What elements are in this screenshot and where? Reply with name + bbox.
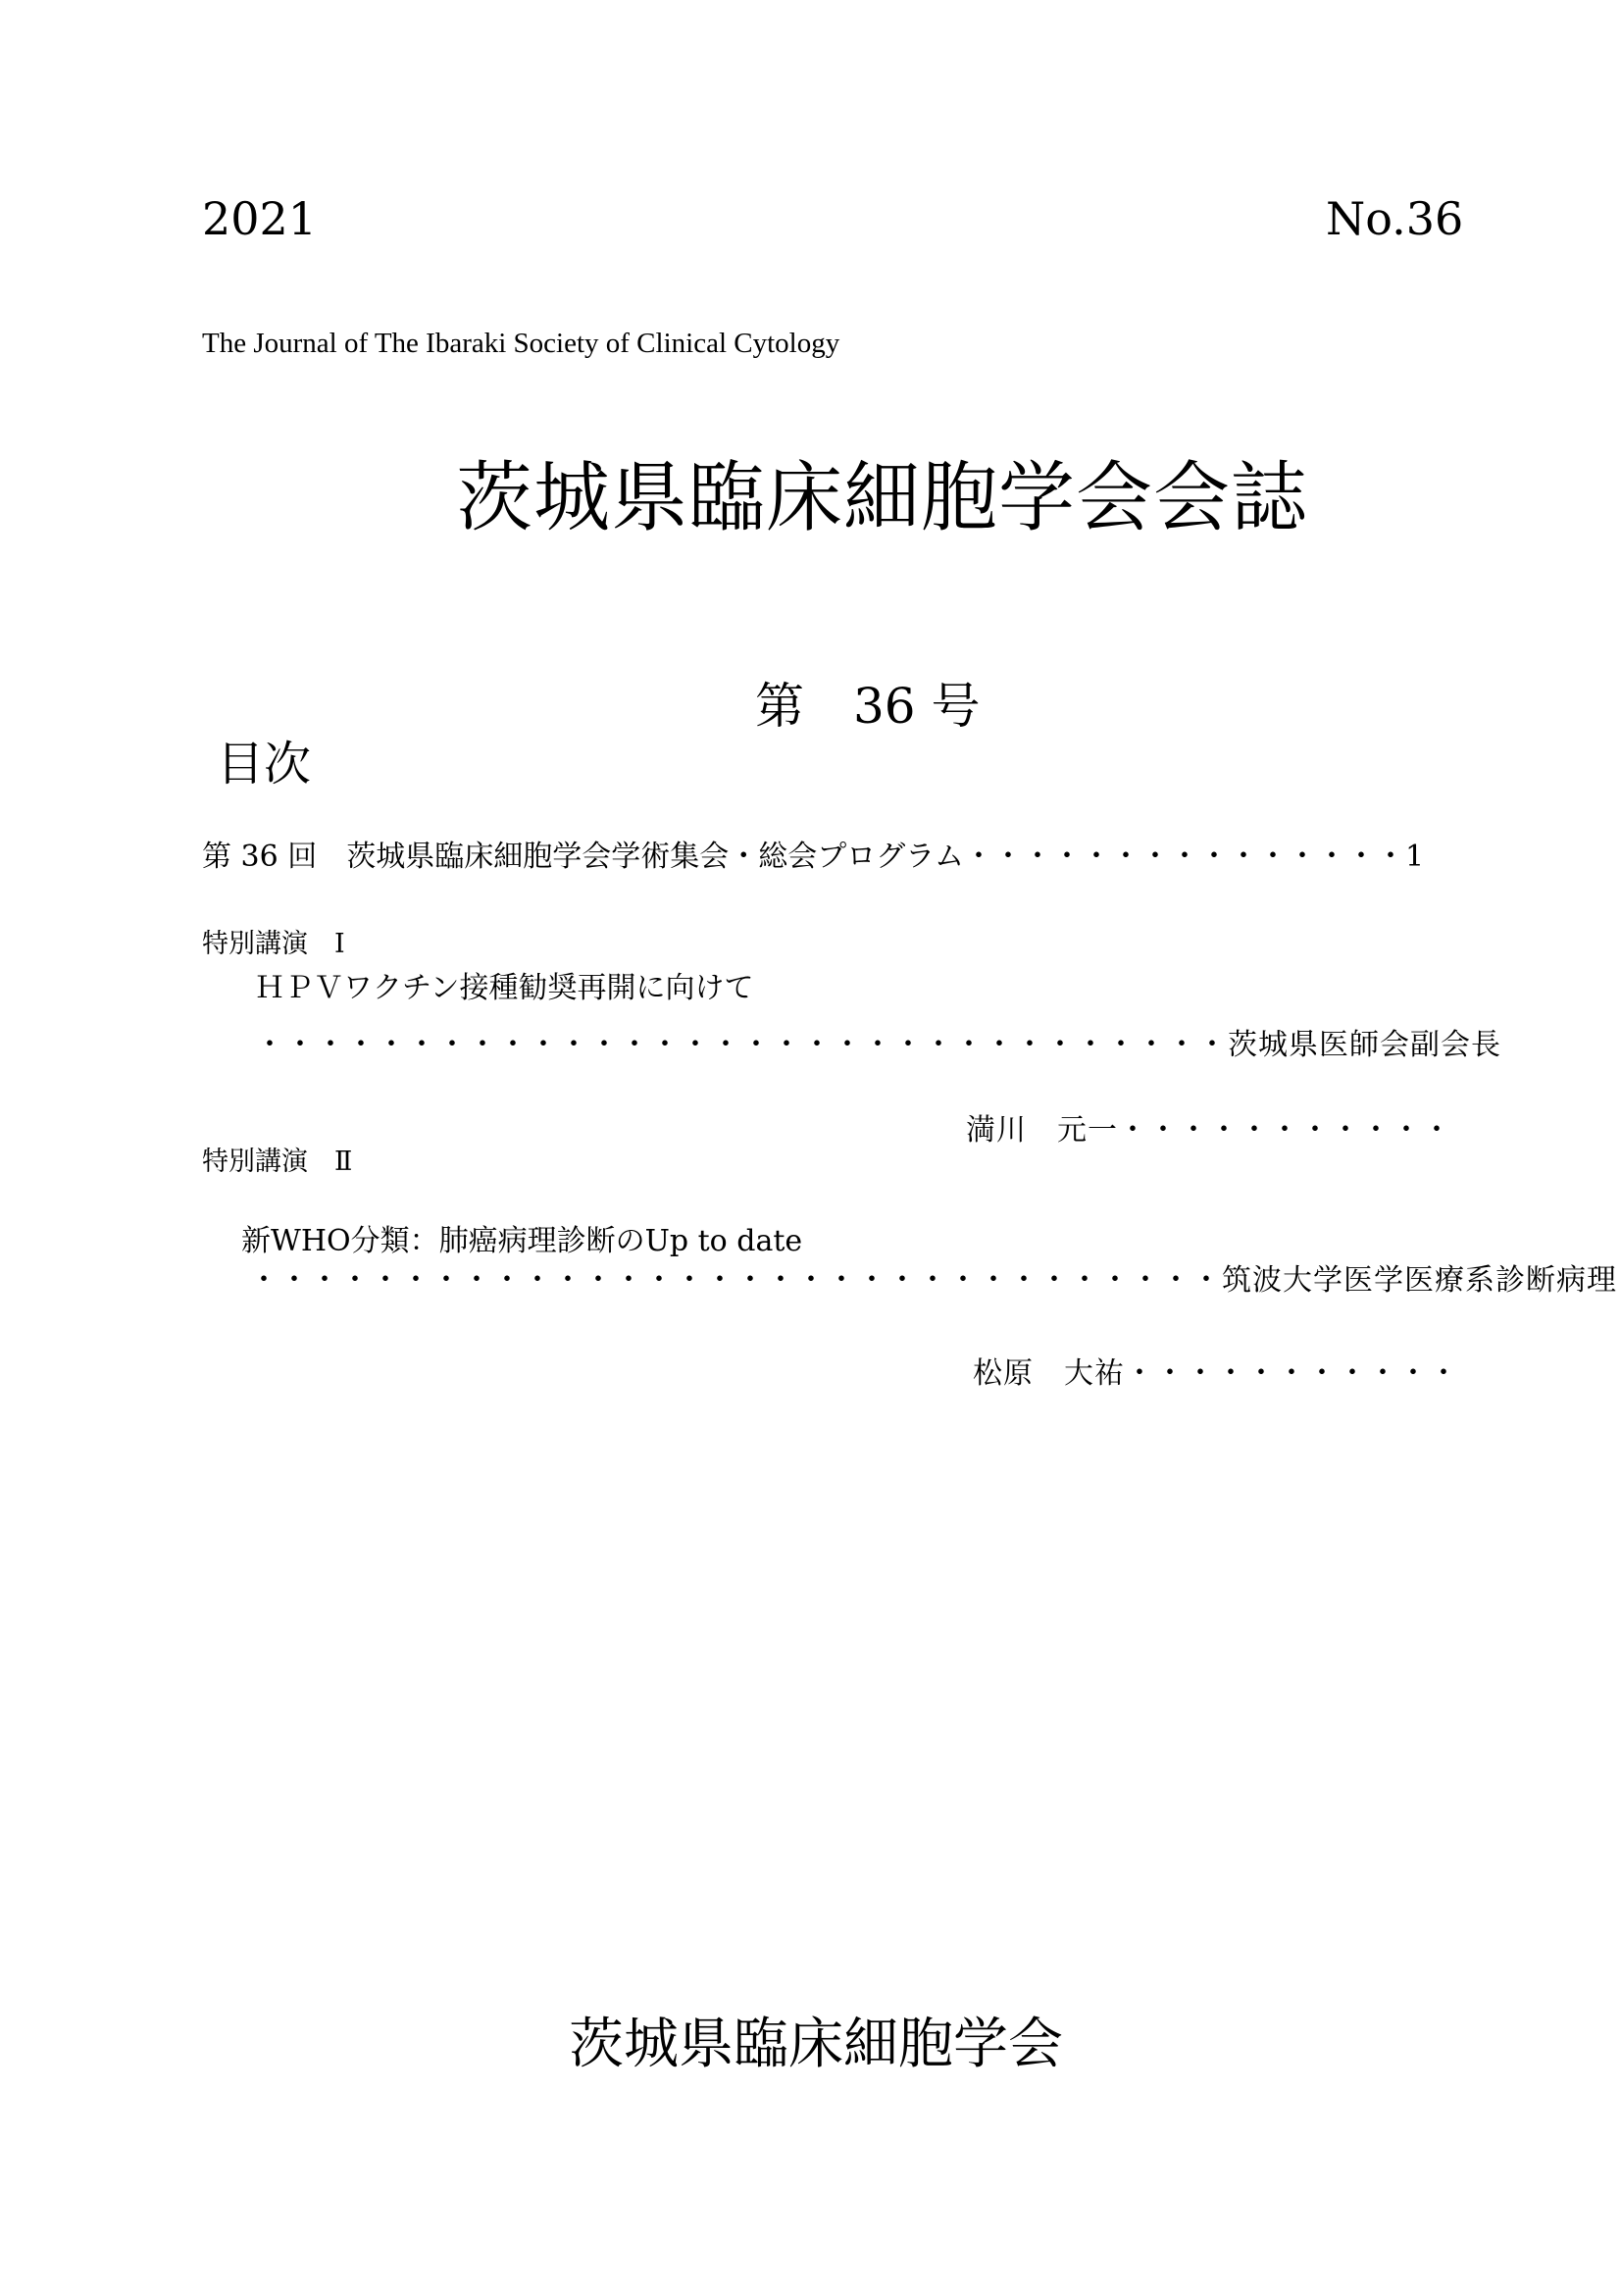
toc-lecture1-label: 特別講演 Ⅰ [202,929,345,959]
issue-number: No.36 [1326,192,1464,245]
journal-title-japanese: 茨城県臨床細胞学会会誌 [456,454,1309,542]
toc-lecture1-title: ＨＰＶワクチン接種勧奨再開に向けて [255,971,754,1005]
toc-lecture1-speaker: 満川 元一・・・・・・・・・・・ [966,1113,1452,1148]
toc-lecture1-affiliation: ・・・・・・・・・・・・・・・・・・・・・・・・・・・・・・・・茨城県医師会副会長 [255,1028,1501,1062]
toc-lecture2-speaker: 松原 大祐・・・・・・・・・・・ [973,1356,1459,1391]
toc-lecture2-label: 特別講演 Ⅱ [202,1147,353,1177]
toc-lecture2-title: 新WHO分類：肺癌病理診断のUp to date [241,1224,803,1258]
journal-title-english: The Journal of The Ibaraki Society of Clinical Cytology [202,328,840,359]
toc-entry-program: 第 36 回 茨城県臨床細胞学会学術集会・総会プログラム・・・・・・・・・・・・・・・1 [202,840,1425,874]
publication-year: 2021 [202,192,318,245]
publisher-name: 茨城県臨床細胞学会 [569,2013,1063,2076]
toc-lecture2-affiliation: ・・・・・・・・・・・・・・・・・・・・・・・・・・・・・・・・筑波大学医学医療系診断病理 [249,1263,1617,1298]
volume-label: 第 36 号 [755,678,981,735]
toc-heading: 目次 [217,737,312,791]
